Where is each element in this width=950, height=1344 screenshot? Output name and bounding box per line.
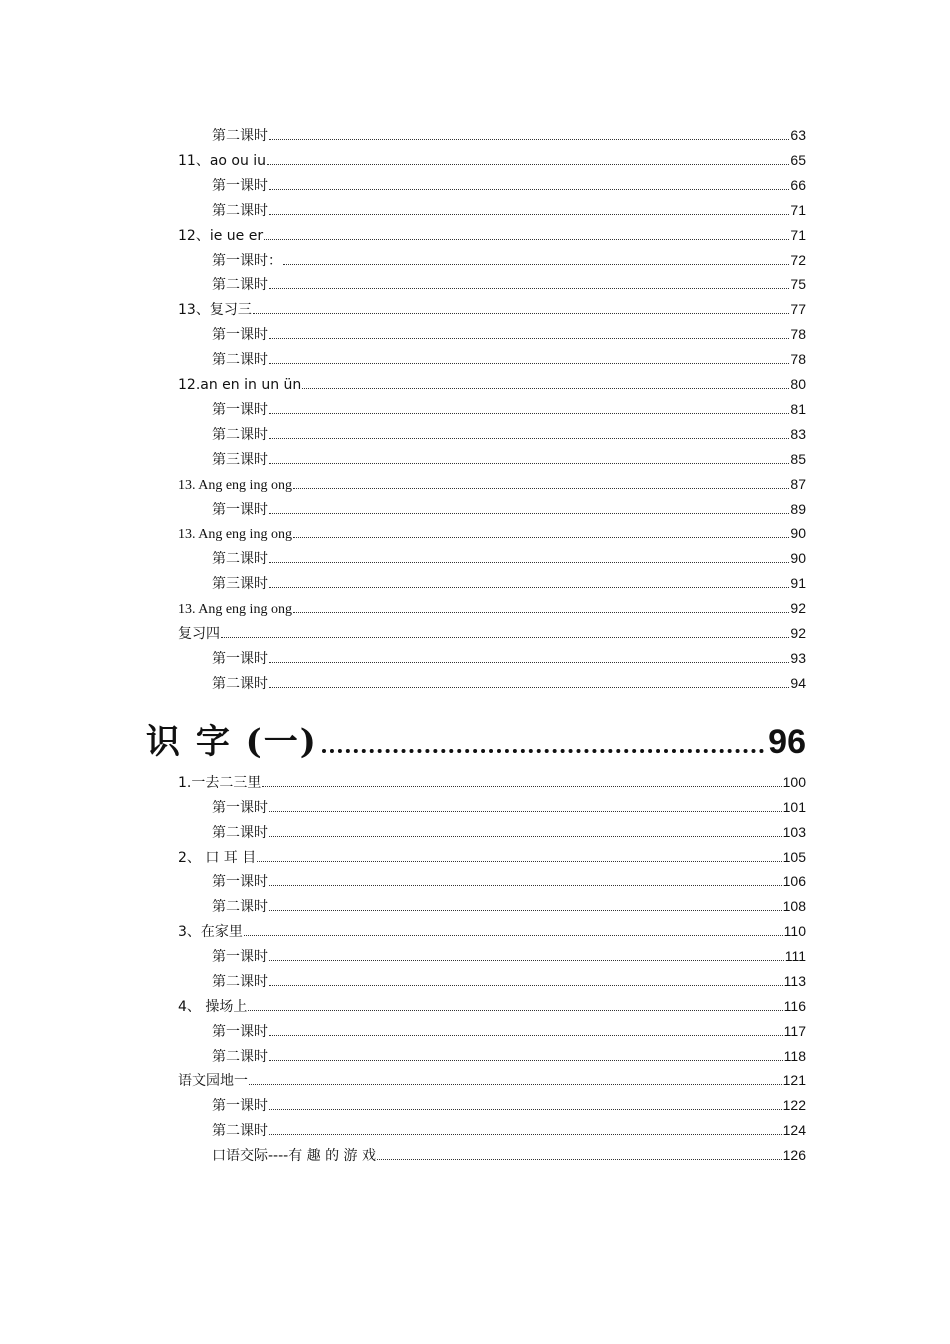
section-heading[interactable] bbox=[146, 716, 806, 768]
toc-entry[interactable] bbox=[212, 249, 806, 271]
dot-leader bbox=[269, 971, 783, 986]
toc-entry-label: 第一课时 bbox=[212, 177, 268, 194]
dot-leader bbox=[269, 548, 789, 563]
toc-entry-page: 103 bbox=[782, 823, 806, 840]
toc-entry-page: 78 bbox=[790, 326, 806, 343]
toc-entry-label: 2、 口 耳 目 bbox=[178, 849, 257, 866]
dot-leader bbox=[269, 424, 789, 439]
toc-entry-page: 63 bbox=[790, 127, 806, 143]
toc-entry-label: 1.一去二三里 bbox=[178, 775, 262, 791]
dot-leader bbox=[264, 225, 789, 240]
toc-entry-page: 85 bbox=[790, 450, 806, 467]
toc-entry[interactable] bbox=[212, 448, 806, 470]
dot-leader bbox=[269, 449, 789, 464]
toc-entry-label: 第二课时 bbox=[212, 824, 268, 841]
toc-entry-label: 3、在家里 bbox=[178, 924, 243, 941]
dot-leader bbox=[269, 797, 782, 812]
dot-leader bbox=[269, 1021, 783, 1036]
toc-entry[interactable] bbox=[178, 846, 806, 868]
toc-entry-label: 13. Ang eng ing ong bbox=[178, 527, 292, 543]
toc-entry-page: 122 bbox=[782, 1097, 806, 1114]
dot-leader bbox=[293, 598, 789, 613]
dot-leader bbox=[249, 1070, 782, 1085]
dot-leader bbox=[269, 822, 782, 837]
toc-entry[interactable] bbox=[212, 970, 806, 992]
toc-entry-label: 第二课时 bbox=[212, 1048, 268, 1065]
dot-leader bbox=[269, 871, 782, 886]
dot-leader bbox=[257, 847, 781, 862]
toc-entry[interactable] bbox=[212, 423, 806, 445]
dot-leader bbox=[221, 623, 789, 638]
toc-entry-label: 11、ao ou iu bbox=[178, 152, 267, 169]
dot-leader bbox=[269, 274, 789, 289]
toc-entry-page: 108 bbox=[782, 898, 806, 915]
toc-entry-label: 第二课时 bbox=[212, 675, 268, 692]
toc-entry-page: 117 bbox=[783, 1022, 806, 1039]
toc-entry[interactable] bbox=[212, 273, 806, 295]
toc-entry-label: 第一课时 bbox=[212, 949, 268, 966]
toc-entry-label: 13、复习三 bbox=[178, 302, 252, 319]
toc-entry-page: 77 bbox=[790, 301, 806, 318]
toc-entry-label: 第一课时 bbox=[212, 1098, 268, 1115]
toc-entry-label: 第三课时 bbox=[212, 576, 268, 593]
toc-entry-label: 第一课时： bbox=[212, 252, 282, 269]
toc-entry-page: 71 bbox=[790, 201, 806, 218]
toc-entry[interactable] bbox=[178, 920, 806, 942]
toc-entry-label: 第一课时 bbox=[212, 1023, 268, 1040]
dot-leader bbox=[262, 772, 781, 787]
toc-entry[interactable] bbox=[212, 945, 806, 967]
toc-entry[interactable] bbox=[178, 473, 806, 495]
toc-entry[interactable] bbox=[178, 522, 806, 544]
toc-entry[interactable] bbox=[178, 149, 806, 171]
dot-leader bbox=[244, 921, 783, 936]
dot-leader bbox=[283, 250, 789, 265]
toc-entry[interactable] bbox=[212, 1045, 806, 1067]
dot-leader bbox=[269, 200, 789, 215]
toc-entry[interactable] bbox=[178, 771, 806, 793]
dot-leader bbox=[269, 349, 789, 364]
toc-entry-page: 78 bbox=[790, 351, 806, 368]
toc-entry-label: 第二课时 bbox=[212, 899, 268, 916]
toc-entry[interactable] bbox=[212, 323, 806, 345]
dot-leader bbox=[269, 1120, 782, 1135]
toc-entry-label: 口语交际----有 趣 的 游 戏 bbox=[212, 1148, 377, 1165]
toc-entry-label: 13. Ang eng ing ong bbox=[178, 602, 292, 618]
dot-leader bbox=[269, 946, 784, 961]
section-heading-label: 识 字 (一) bbox=[146, 722, 318, 762]
toc-entry[interactable] bbox=[212, 1020, 806, 1042]
dot-leader bbox=[269, 499, 789, 514]
toc-entry-label: 12.an en in un ün bbox=[178, 377, 302, 393]
toc-entry-page: 81 bbox=[790, 400, 806, 417]
dot-leader bbox=[322, 719, 764, 753]
toc-entry-page: 101 bbox=[782, 798, 806, 815]
toc-entry-label: 13. Ang eng ing ong bbox=[178, 477, 292, 493]
toc-entry[interactable] bbox=[212, 1119, 806, 1141]
toc-entry-page: 75 bbox=[790, 276, 806, 293]
toc-entry[interactable] bbox=[212, 572, 806, 594]
toc-entry-page: 65 bbox=[790, 151, 806, 168]
toc-entry[interactable] bbox=[212, 1144, 806, 1166]
toc-entry[interactable] bbox=[212, 398, 806, 420]
dot-leader bbox=[269, 896, 782, 911]
toc-entry-page: 126 bbox=[782, 1147, 806, 1164]
toc-entry-page: 80 bbox=[790, 376, 806, 392]
dot-leader bbox=[267, 150, 789, 165]
toc-entry-label: 第三课时 bbox=[212, 451, 268, 468]
dot-leader bbox=[269, 1095, 782, 1110]
toc-entry-page: 113 bbox=[783, 972, 806, 989]
toc-entry-label: 第二课时 bbox=[212, 426, 268, 443]
toc-entry-page: 100 bbox=[782, 774, 806, 790]
toc-entry-page: 92 bbox=[790, 600, 806, 617]
toc-entry-label: 第二课时 bbox=[212, 277, 268, 294]
toc-entry-label: 第一课时 bbox=[212, 650, 268, 667]
dot-leader bbox=[269, 1046, 783, 1061]
toc-entry[interactable] bbox=[212, 672, 806, 694]
toc-entry[interactable] bbox=[212, 821, 806, 843]
toc-entry-label: 第二课时 bbox=[212, 128, 268, 144]
toc-entry[interactable] bbox=[212, 348, 806, 370]
dot-leader bbox=[248, 996, 782, 1011]
dot-leader bbox=[269, 175, 789, 190]
toc-entry-page: 72 bbox=[790, 251, 806, 268]
toc-entry[interactable] bbox=[178, 622, 806, 644]
toc-entry-page: 118 bbox=[783, 1047, 806, 1064]
toc-entry-page: 105 bbox=[782, 848, 806, 865]
toc-entry[interactable] bbox=[178, 373, 806, 395]
toc-entry-page: 90 bbox=[790, 550, 806, 567]
toc-entry-label: 第二课时 bbox=[212, 202, 268, 219]
toc-entry-page: 93 bbox=[790, 649, 806, 666]
toc-entry-label: 复习四 bbox=[178, 626, 220, 642]
toc-entry-page: 121 bbox=[782, 1072, 806, 1089]
toc-entry-page: 71 bbox=[790, 226, 806, 243]
dot-leader bbox=[253, 299, 790, 314]
toc-entry-page: 83 bbox=[790, 425, 806, 442]
toc-entry-label: 12、ie ue er bbox=[178, 227, 264, 244]
dot-leader bbox=[377, 1145, 782, 1160]
dot-leader bbox=[269, 399, 789, 414]
toc-entry-label: 第二课时 bbox=[212, 551, 268, 568]
toc-entry-page: 90 bbox=[790, 525, 806, 542]
toc-entry-label: 第二课时 bbox=[212, 1123, 268, 1140]
toc-entry-label: 第二课时 bbox=[212, 973, 268, 990]
toc-entry-page: 89 bbox=[790, 500, 806, 517]
toc-entry[interactable] bbox=[212, 796, 806, 818]
toc-entry-label: 语文园地一 bbox=[178, 1073, 248, 1090]
toc-entry-label: 第一课时 bbox=[212, 401, 268, 418]
toc-entry-page: 111 bbox=[784, 948, 806, 965]
toc-entry[interactable] bbox=[212, 498, 806, 520]
toc-entry-page: 110 bbox=[783, 923, 806, 940]
toc-entry-page: 116 bbox=[783, 997, 806, 1014]
toc-entry[interactable] bbox=[178, 597, 806, 619]
toc-entry[interactable] bbox=[212, 547, 806, 569]
dot-leader bbox=[269, 673, 789, 688]
toc-entry-page: 87 bbox=[790, 475, 806, 492]
toc-entry[interactable] bbox=[178, 224, 806, 246]
toc-entry-label: 4、 操场上 bbox=[178, 998, 248, 1015]
toc-entry[interactable] bbox=[212, 895, 806, 917]
toc-entry[interactable] bbox=[212, 870, 806, 892]
toc-entry[interactable] bbox=[212, 124, 806, 146]
dot-leader bbox=[293, 474, 789, 489]
dot-leader bbox=[269, 125, 789, 140]
toc-entry-label: 第二课时 bbox=[212, 352, 268, 369]
toc-entry[interactable] bbox=[212, 1094, 806, 1116]
toc-entry-page: 91 bbox=[790, 575, 806, 592]
toc-entry-page: 106 bbox=[782, 873, 806, 890]
toc-entry[interactable] bbox=[178, 298, 806, 320]
toc-entry-page: 92 bbox=[790, 625, 806, 641]
section-heading-page: 96 bbox=[768, 723, 806, 761]
toc-entry-page: 124 bbox=[782, 1122, 806, 1139]
toc-entry-label: 第一课时 bbox=[212, 874, 268, 891]
toc-entry[interactable] bbox=[178, 995, 806, 1017]
dot-leader bbox=[269, 324, 789, 339]
toc-entry-label: 第一课时 bbox=[212, 327, 268, 344]
toc-entry-label: 第一课时 bbox=[212, 501, 268, 518]
dot-leader bbox=[293, 523, 789, 538]
toc-entry[interactable] bbox=[212, 174, 806, 196]
toc-entry[interactable] bbox=[212, 199, 806, 221]
dot-leader bbox=[269, 573, 789, 588]
toc-entry[interactable] bbox=[212, 647, 806, 669]
toc-entry-page: 66 bbox=[790, 176, 806, 193]
toc-entry-label: 第一课时 bbox=[212, 799, 268, 816]
toc-entry-page: 94 bbox=[790, 674, 806, 691]
dot-leader bbox=[302, 374, 789, 389]
dot-leader bbox=[269, 648, 789, 663]
toc-entry[interactable] bbox=[178, 1069, 806, 1091]
